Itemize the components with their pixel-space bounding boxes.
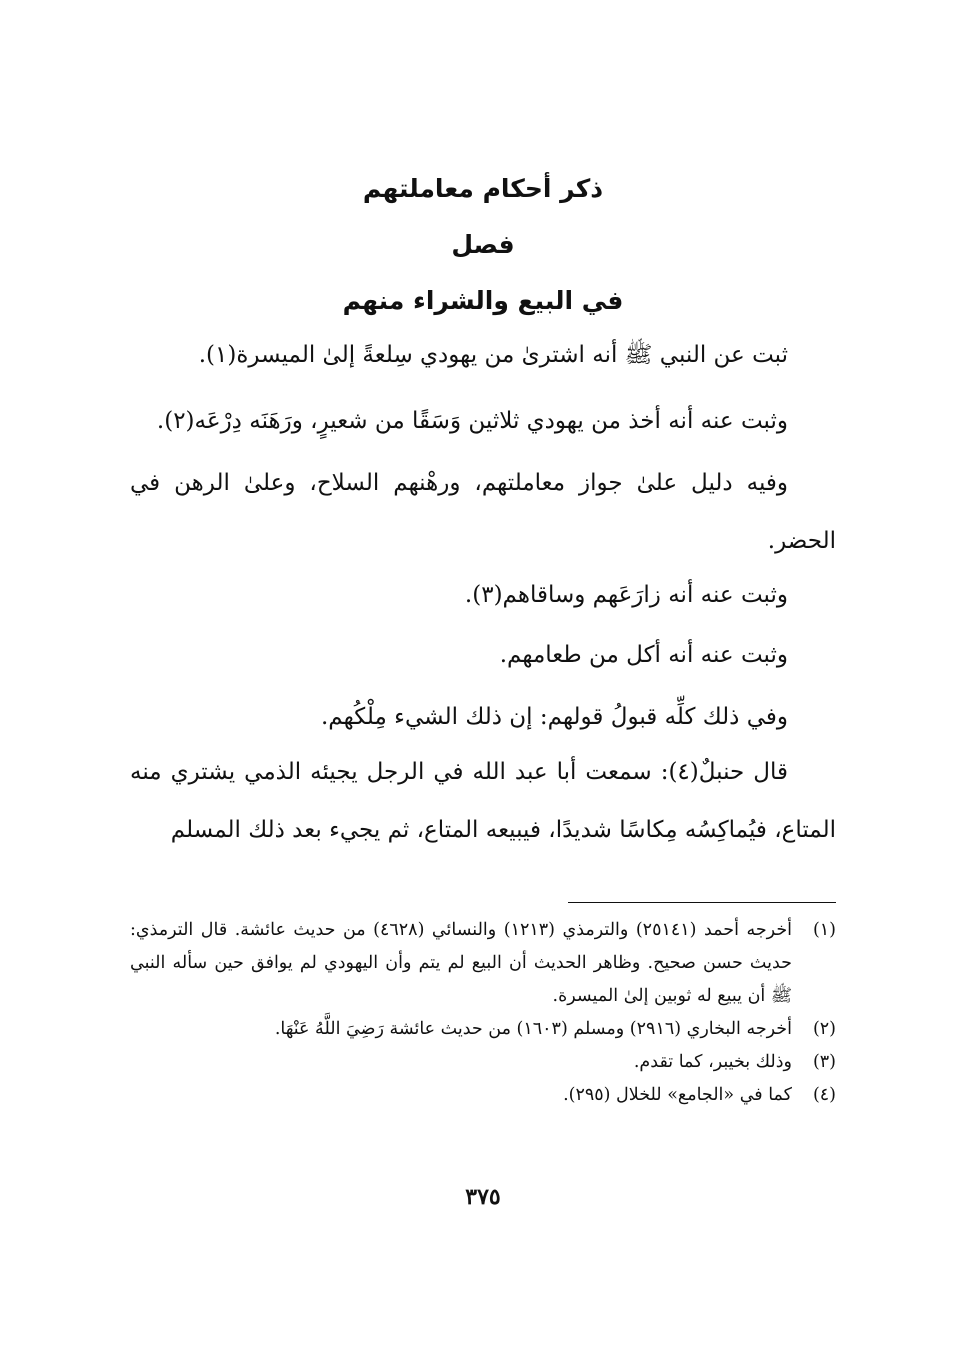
footnote-item: [130, 1046, 836, 1079]
footnote-text: كما في «الجامع» للخلال (٢٩٥).: [563, 1085, 792, 1105]
page-number: ٣٧٥: [465, 1184, 501, 1210]
paragraph-text: وثبت عنه أنه زارَعَهم وساقاهم(٣).: [464, 582, 788, 608]
paragraph-4: [130, 566, 836, 624]
footnote-item: [130, 1013, 836, 1046]
footnote-text: أخرجه البخاري (٢٩١٦) ومسلم (١٦٠٣) من حديث عائشة رَضِيَ اللَّهُ عَنْهَا.: [274, 1019, 792, 1039]
footnote-text: وذلك بخيبر، كما تقدم.: [633, 1052, 792, 1072]
footnote-item: [130, 914, 836, 1013]
paragraph-1: [130, 326, 836, 384]
footnote-number: (٢): [812, 1019, 836, 1039]
paragraph-text: قال حنبلٌ(٤): سمعت أبا عبد الله في الرجل يجيئه الذمي يشتري منه المتاع، فيُماكِسُه مِكاسًا شديدًا، فيبيعه المتاع، ثم يجيء بعد ذلك المسلم: [130, 759, 836, 843]
paragraph-text: وفي ذلك كلِّه قبولُ قولهم: إن ذلك الشيء مِلْكُهم.: [320, 704, 788, 730]
chapter-title: ذكر أحكام معاملتهم: [362, 174, 604, 203]
footnote-divider: [568, 902, 836, 903]
book-page: [130, 0, 836, 1361]
paragraph-text: وثبت عنه أنه أخذ من يهودي ثلاثين وَسَقًا من شعيرٍ، ورَهَنَه دِرْعَه(٢).: [156, 408, 788, 434]
footnote-number: (١): [812, 920, 836, 940]
paragraph-7: [130, 743, 836, 859]
paragraph-3: [130, 454, 836, 570]
footnote-text: أخرجه أحمد (٢٥١٤١) والترمذي (١٢١٣) والنسائي (٤٦٢٨) من حديث عائشة. قال الترمذي: حديث حسن صحيح. وظاهر الحديث أن البيع لم يتم وأن اليهودي لم يوافق حين سأله النبي ﷺ أن يبيع له ثوبين إلىٰ الميسرة.: [130, 920, 793, 1006]
paragraph-text: وفيه دليل علىٰ جواز معاملتهم، ورهْنهم السلاح، وعلىٰ الرهن في الحضر.: [130, 470, 836, 554]
paragraph-text: وثبت عنه أنه أكل من طعامهم.: [499, 642, 788, 668]
paragraph-text: ثبت عن النبي ﷺ أنه اشترىٰ من يهودي سِلعةً إلىٰ الميسرة(١).: [198, 342, 788, 368]
footnote-number: (٣): [812, 1052, 836, 1072]
section-title: فصل: [451, 230, 515, 259]
paragraph-5: [130, 626, 836, 684]
subsection-title: في البيع والشراء منهم: [342, 286, 624, 315]
paragraph-6: [130, 688, 836, 746]
footnote-number: (٤): [812, 1085, 836, 1105]
footnotes-list: [130, 914, 836, 1112]
footnote-item: [130, 1079, 836, 1112]
paragraph-2: [130, 392, 836, 450]
